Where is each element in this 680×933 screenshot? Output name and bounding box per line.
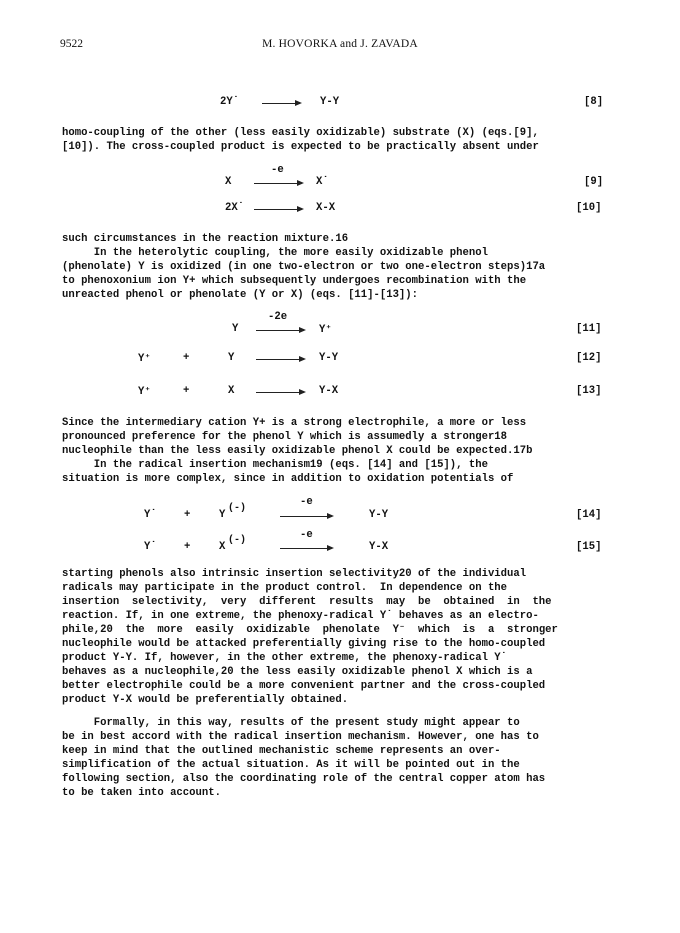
equation-14 — [0, 496, 680, 521]
eq8-tag: [8] — [584, 96, 604, 108]
text-line: reaction. If, in one extreme, the phenoxy-radical Y˙ behaves as an electro- — [62, 610, 539, 622]
eq15-charge: (-) — [228, 535, 247, 546]
eq11-tag: [11] — [576, 323, 602, 335]
text-line: be in best accord with the radical insertion mechanism. However, one has to — [62, 731, 539, 743]
text-line: situation is more complex, since in addition to oxidation potentials of — [62, 473, 514, 485]
eq14-over-arrow: -e — [300, 496, 313, 508]
text-line: keep in mind that the outlined mechanistic scheme represents an over- — [62, 745, 501, 757]
eq10-reactant: 2X˙ — [225, 202, 245, 214]
text-line: pronounced preference for the phenol Y which is assumedly a stronger18 — [62, 431, 508, 443]
text-line: phile,20 the more easily oxidizable phenolate Y⁻ which is a stronger — [62, 624, 558, 636]
text-line: simplification of the actual situation. As it will be pointed out in the — [62, 759, 520, 771]
eq11-over-arrow: -2e — [268, 311, 288, 323]
eq12-reactant-a: Y⁺ — [138, 353, 151, 365]
eq9-over-arrow: -e — [271, 164, 284, 176]
text-line: radicals may participate in the product control. In dependence on the — [62, 582, 508, 594]
eq11-product: Y⁺ — [319, 324, 332, 336]
eq13-tag: [13] — [576, 385, 602, 397]
reaction-arrow — [280, 516, 332, 517]
eq14-reactant-b: Y — [219, 509, 226, 521]
eq10-tag: [10] — [576, 202, 602, 214]
reaction-arrow — [254, 183, 302, 184]
text-line: to phenoxonium ion Y+ which subsequently undergoes recombination with the — [62, 275, 527, 287]
text-line: Since the intermediary cation Y+ is a strong electrophile, a more or less — [62, 417, 527, 429]
text-line: insertion selectivity, very different results may be obtained in the — [62, 596, 552, 608]
equation-12 — [0, 352, 680, 374]
eq13-product: Y-X — [319, 385, 339, 397]
eq15-reactant-b: X — [219, 541, 226, 553]
text-line: (phenolate) Y is oxidized (in one two-electron or two one-electron steps)17a — [62, 261, 546, 273]
eq12-product: Y-Y — [319, 352, 339, 364]
eq8-reactant: 2Y˙ — [220, 96, 240, 108]
text-line: better electrophile could be a more convenient partner and the cross-coupled — [62, 680, 546, 692]
text-line: nucleophile would be attacked preferentially giving rise to the homo-coupled — [62, 638, 546, 650]
eq15-product: Y-X — [369, 541, 389, 553]
eq14-product: Y-Y — [369, 509, 389, 521]
eq14-tag: [14] — [576, 509, 602, 521]
text-line: In the heterolytic coupling, the more easily oxidizable phenol — [62, 247, 488, 259]
equation-10 — [0, 202, 680, 224]
eq15-tag: [15] — [576, 541, 602, 553]
eq14-charge: (-) — [228, 503, 247, 514]
eq13-reactant-a: Y⁺ — [138, 386, 151, 398]
eq15-over-arrow: -e — [300, 529, 313, 541]
text-line: such circumstances in the reaction mixture.16 — [62, 233, 349, 245]
eq9-reactant: X — [225, 176, 232, 188]
text-line: homo-coupling of the other (less easily oxidizable) substrate (X) (eqs.[9], — [62, 127, 539, 139]
text-line: product Y-X would be preferentially obtained. — [62, 694, 349, 706]
equation-15 — [0, 529, 680, 551]
text-line: nucleophile than the less easily oxidizable phenol X could be expected.17b — [62, 445, 533, 457]
text-line: In the radical insertion mechanism19 (eqs. [14] and [15]), the — [62, 459, 488, 471]
eq10-product: X-X — [316, 202, 336, 214]
eq14-reactant-a: Y˙ — [144, 509, 157, 521]
eq9-product: X˙ — [316, 176, 329, 188]
text-line: starting phenols also intrinsic insertion selectivity20 of the individual — [62, 568, 527, 580]
text-line: following section, also the coordinating role of the central copper atom has — [62, 773, 546, 785]
eq14-plus: + — [184, 509, 191, 521]
reaction-arrow — [254, 209, 302, 210]
page-number: 9522 — [60, 38, 83, 50]
eq15-reactant-a: Y˙ — [144, 541, 157, 553]
eq8-product: Y-Y — [320, 96, 340, 108]
reaction-arrow — [256, 359, 304, 360]
text-line: Formally, in this way, results of the present study might appear to — [62, 717, 520, 729]
eq9-tag: [9] — [584, 176, 604, 188]
equation-13 — [0, 385, 680, 407]
equation-9 — [0, 164, 680, 186]
reaction-arrow — [256, 392, 304, 393]
text-line: product Y-Y. If, however, in the other extreme, the phenoxy-radical Y˙ — [62, 652, 508, 664]
text-line: [10]). The cross-coupled product is expected to be practically absent under — [62, 141, 539, 153]
reaction-arrow — [262, 103, 300, 104]
text-line: behaves as a nucleophile,20 the less easily oxidizable phenol X which is a — [62, 666, 533, 678]
eq12-tag: [12] — [576, 352, 602, 364]
text-line: to be taken into account. — [62, 787, 221, 799]
eq15-plus: + — [184, 541, 191, 553]
equation-11 — [0, 311, 680, 336]
eq13-plus: + — [183, 385, 190, 397]
equation-8 — [0, 96, 680, 118]
eq13-reactant-b: X — [228, 385, 235, 397]
running-title: M. HOVORKA and J. ZAVADA — [262, 38, 418, 50]
eq11-reactant: Y — [232, 323, 239, 335]
reaction-arrow — [280, 548, 332, 549]
eq12-reactant-b: Y — [228, 352, 235, 364]
eq12-plus: + — [183, 352, 190, 364]
text-line: unreacted phenol or phenolate (Y or X) (eqs. [11]-[13]): — [62, 289, 419, 301]
reaction-arrow — [256, 330, 304, 331]
